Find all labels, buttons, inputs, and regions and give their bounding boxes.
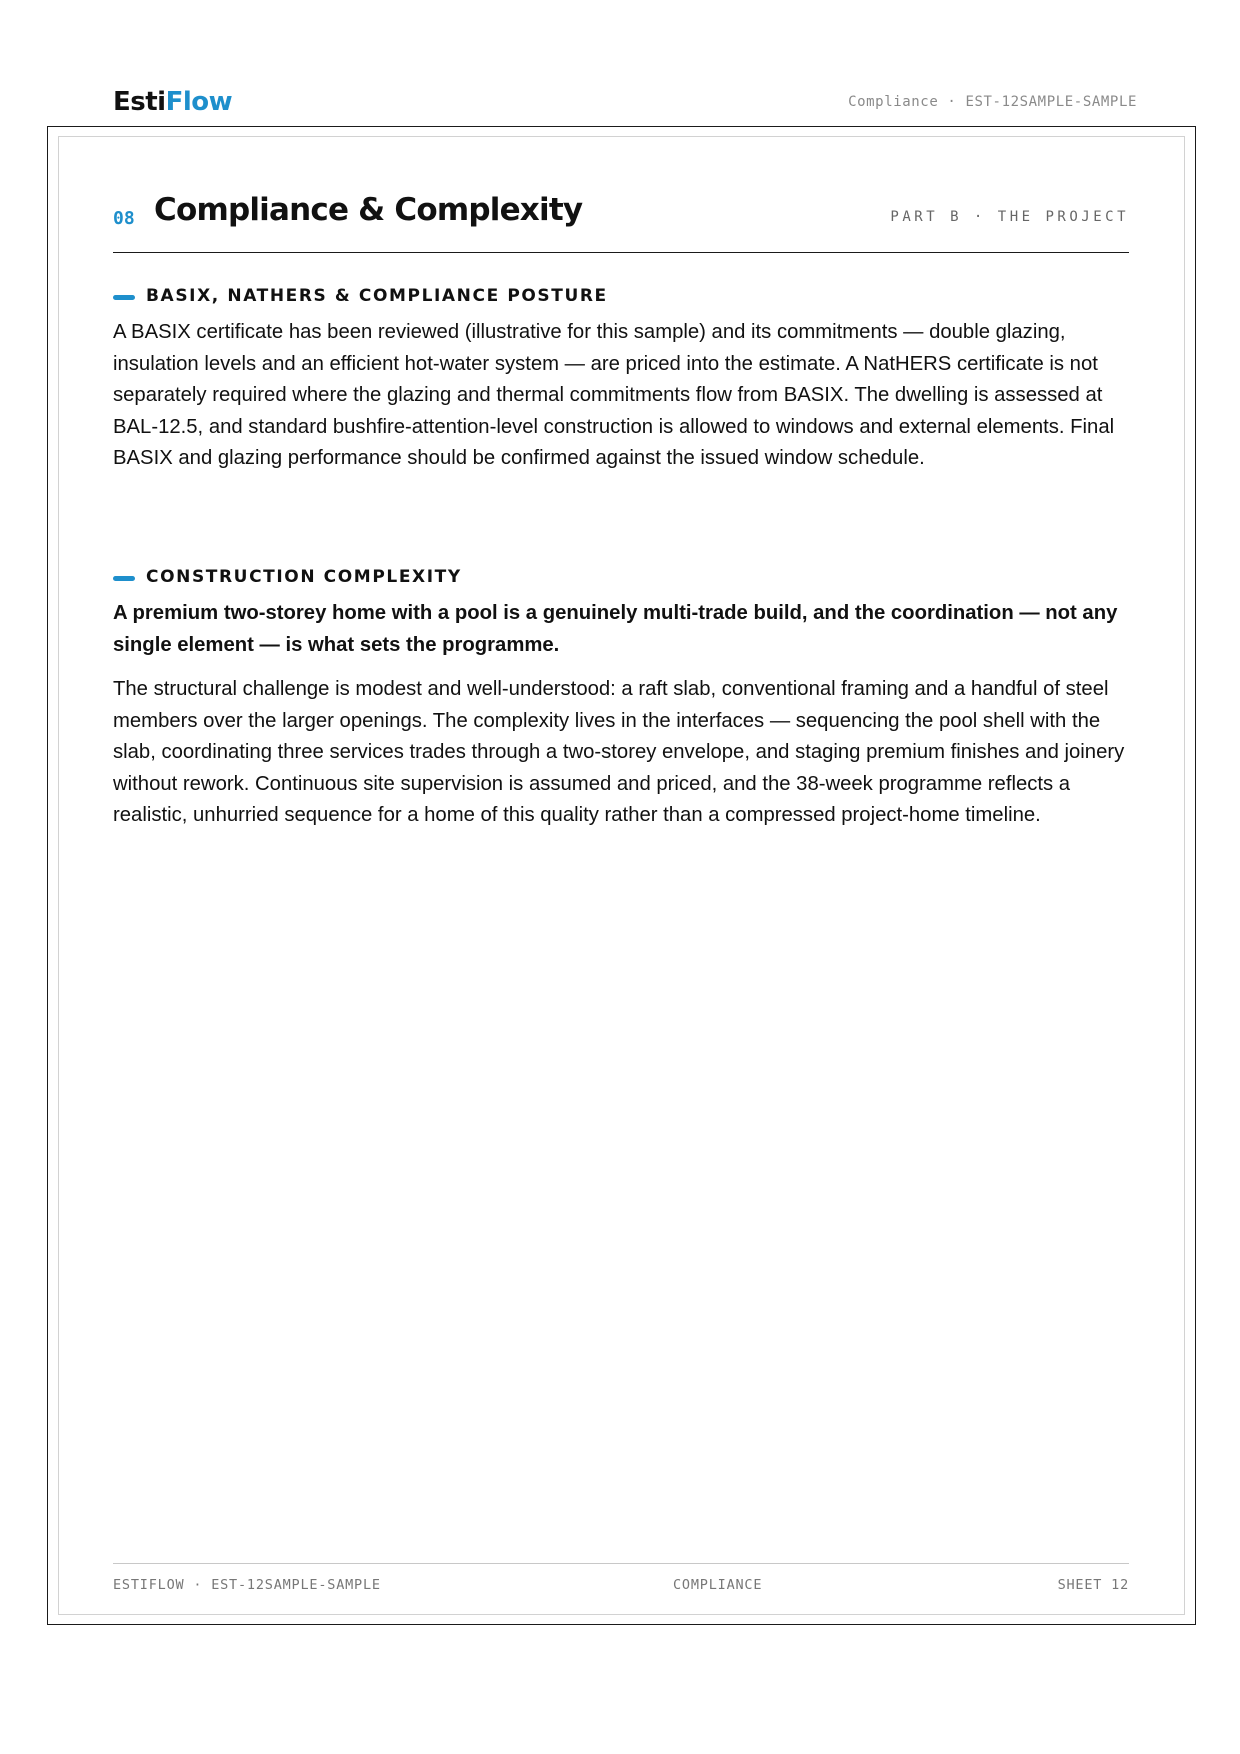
logo-text-esti: Esti [113,87,166,117]
subsection-heading-label: BASIX, NATHERS & COMPLIANCE POSTURE [146,286,608,306]
section-header [113,190,1129,253]
footer-reference: ESTIFLOW · EST-12SAMPLE-SAMPLE [113,1577,381,1593]
footer-sheet-number: SHEET 12 [1057,1577,1129,1593]
page-header [113,86,1137,122]
accent-dash [113,295,135,300]
section-title: Compliance & Complexity [154,192,583,228]
footer-section-name: COMPLIANCE [673,1577,763,1593]
complexity-paragraph: The structural challenge is modest and well-understood: a raft slab, conventional framing and a handful of steel members over the larger openings. The complexity lives in the interfaces — sequencing the pool shell with the slab, coordinating three services trades through a two-storey envelope, and staging premium finishes and joinery without rework. Continuous site supervision is assumed and priced, and the 38-week programme reflects a realistic, unhurried sequence for a home of this quality rather than a compressed project-home timeline. [113,678,1125,826]
section-number: 08 [113,208,135,229]
estiflow-logo [113,86,232,118]
logo-text-flow: Flow [165,87,233,117]
basix-paragraph: A BASIX certificate has been reviewed (illustrative for this sample) and its commitments — double glazing, insulation levels and an efficient hot-water system — are priced into the estimate. A NatHERS certificate is not separately required where the glazing and thermal commitments flow from BASIX. The dwelling is assessed at BAL-12.5, and standard bushfire-attention-level construction is allowed to windows and external elements. Final BASIX and glazing performance should be confirmed against the issued window schedule. [113,321,1115,469]
subsection-heading-label: CONSTRUCTION COMPLEXITY [146,567,462,587]
part-label: PART B · THE PROJECT [890,209,1129,225]
page-footer [113,1563,1129,1594]
document-reference: Compliance · EST-12SAMPLE-SAMPLE [848,94,1137,110]
complexity-lead-paragraph: A premium two-storey home with a pool is a genuinely multi-trade build, and the coordination — not any single element — is what sets the programme. [113,602,1118,656]
accent-dash [113,576,135,581]
